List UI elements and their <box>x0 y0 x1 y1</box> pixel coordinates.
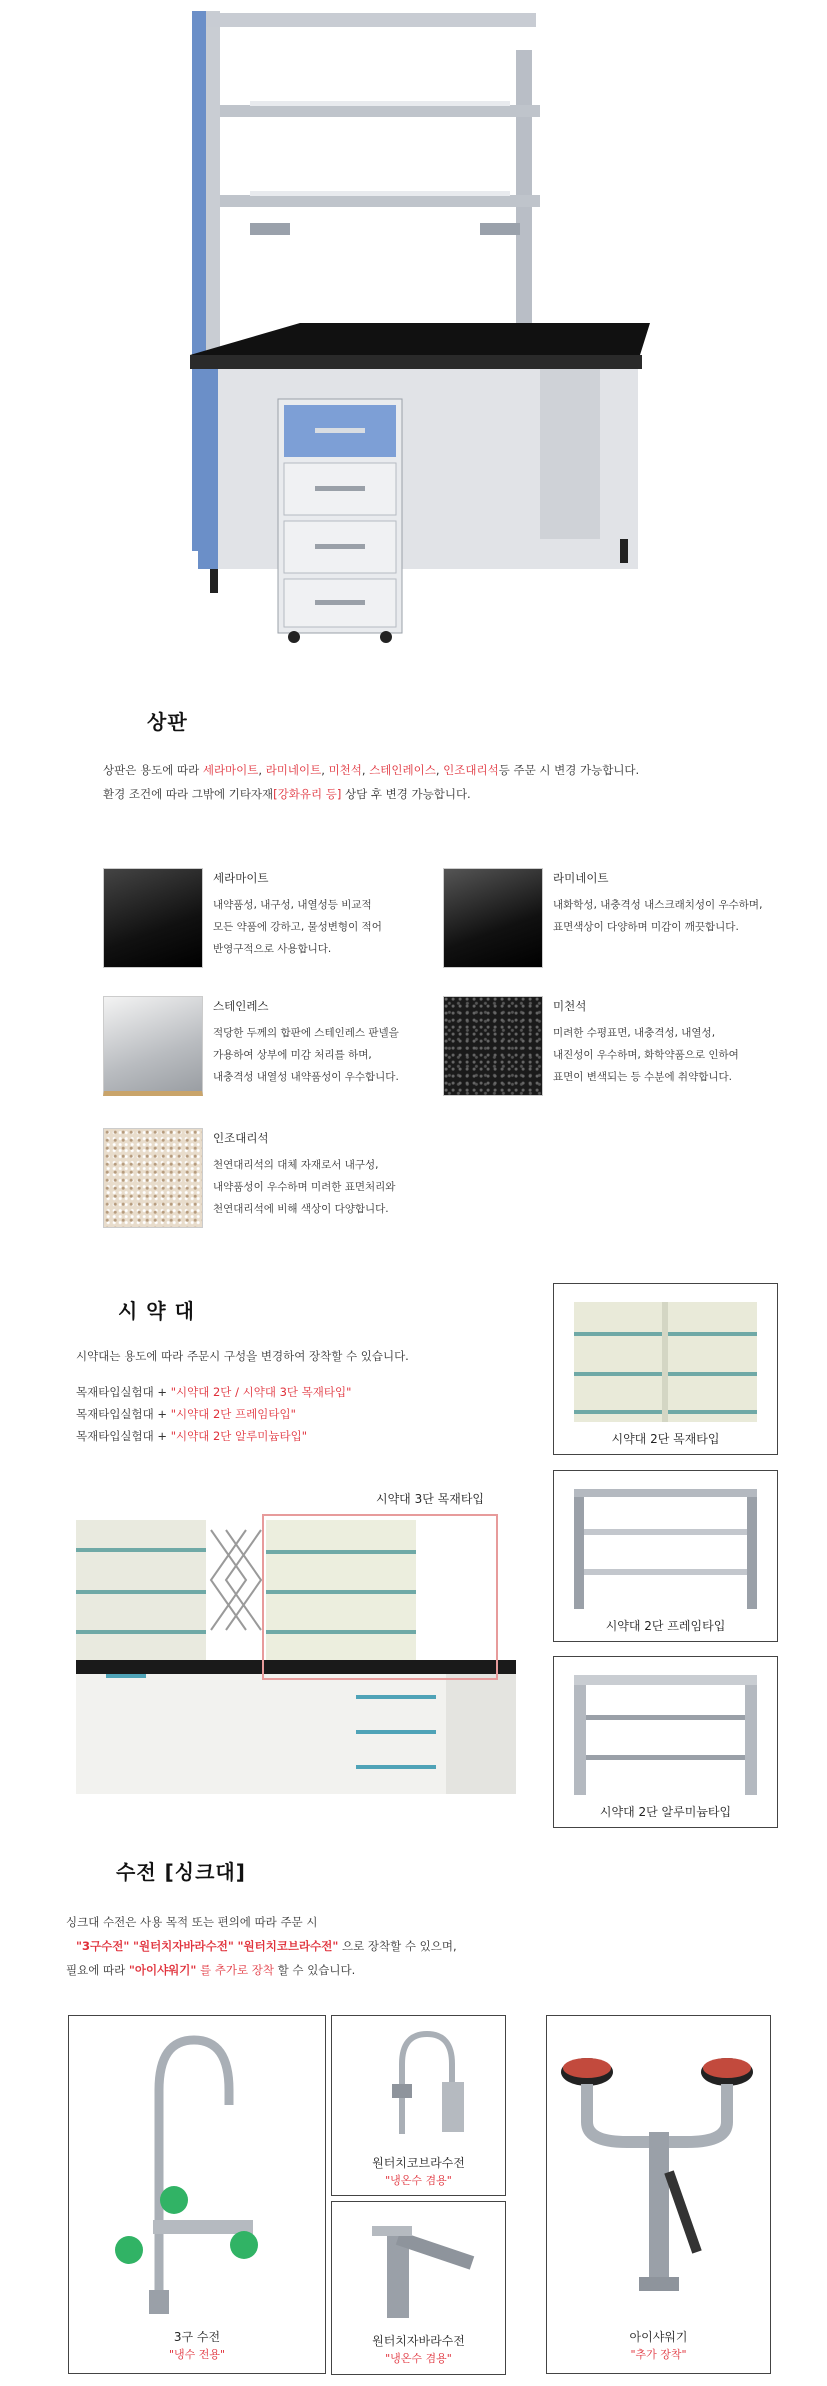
product-3way-faucet <box>68 2015 326 2374</box>
product-note: "냉온수 겸용" <box>385 2174 452 2187</box>
section-title-reagent-shelf: 시 약 대 <box>118 1299 195 1323</box>
material-desc: 반영구적으로 사용합니다. <box>213 943 332 955</box>
product-name: 원터치코브라수전 <box>372 2156 465 2170</box>
material-epoxy <box>553 998 739 1088</box>
lab-bench-image <box>180 5 660 645</box>
shelf-3tier-label: 시약대 3단 목재타입 <box>376 1492 485 1506</box>
product-note: "냉수 전용" <box>168 2348 226 2361</box>
shelf-type-caption: 시약대 2단 프레임타입 <box>605 1619 726 1633</box>
material-laminate <box>553 870 762 938</box>
material-stainless <box>213 998 399 1088</box>
faucet-line-1: 싱크대 수전은 사용 목적 또는 편의에 따라 주문 시 <box>66 1915 318 1929</box>
material-desc: 내충격성 내열성 내약품성이 우수합니다. <box>213 1071 399 1083</box>
material-desc: 내화학성, 내충격성 내스크래치성이 우수하며, <box>553 899 763 911</box>
material-desc: 가용하여 상부에 미감 처리를 하며, <box>213 1049 372 1061</box>
epoxy-swatch <box>443 996 543 1096</box>
shelf-type-frame <box>553 1470 778 1642</box>
material-desc: 모든 약품에 강하고, 물성변형이 적어 <box>213 921 382 933</box>
worktop-intro-line2: 환경 조건에 따라 그밖에 기타자재[강화유리 등] 상담 후 변경 가능합니다. <box>103 787 471 801</box>
material-desc: 표면색상이 다양하며 미감이 깨끗합니다. <box>553 921 739 933</box>
section-title-worktop: 상판 <box>147 710 188 734</box>
product-name: 원터치자바라수전 <box>372 2334 465 2348</box>
material-desc: 내약품성, 내구성, 내열성등 비교적 <box>213 899 372 911</box>
material-name: 라미네이트 <box>553 871 609 885</box>
shelf-type-aluminum <box>553 1656 778 1828</box>
shelf-type-caption: 시약대 2단 목재타입 <box>611 1432 720 1446</box>
artificial-marble-swatch <box>103 1128 203 1228</box>
ceramite-swatch <box>103 868 203 968</box>
material-name: 인조대리석 <box>213 1131 269 1145</box>
material-desc: 미려한 수평표면, 내충격성, 내열성, <box>553 1027 716 1039</box>
shelf-type-wood <box>553 1283 778 1455</box>
product-jabara-faucet <box>331 2201 506 2375</box>
material-desc: 천연대리석에 비해 색상이 다양합니다. <box>213 1203 389 1215</box>
shelf-line-1: 목재타입실험대 + "시약대 2단 / 시약대 3단 목재타입" <box>76 1385 352 1399</box>
faucet-line-2: "3구수전" "원터치자바라수전" "원터치코브라수전" 으로 장착할 수 있으며, <box>76 1939 457 1953</box>
shelf-intro: 시약대는 용도에 따라 주문시 구성을 변경하여 장착할 수 있습니다. <box>76 1349 409 1363</box>
material-name: 미천석 <box>553 999 587 1013</box>
material-artificial-marble <box>213 1130 395 1220</box>
material-ceramite <box>213 870 382 960</box>
material-desc: 내진성이 우수하며, 화학약품으로 인하여 <box>553 1049 739 1061</box>
stainless-swatch <box>103 996 203 1096</box>
shelf-3tier-highlight-box <box>262 1514 498 1680</box>
product-eye-shower <box>546 2015 771 2374</box>
product-name: 아이샤워기 <box>629 2330 688 2344</box>
material-desc: 적당한 두께의 합판에 스테인레스 판넬을 <box>213 1027 399 1039</box>
product-note: "추가 장착" <box>630 2348 687 2361</box>
material-desc: 천연대리석의 대체 자재로서 내구성, <box>213 1159 379 1171</box>
shelf-line-3: 목재타입실험대 + "시약대 2단 알루미늄타입" <box>76 1429 308 1443</box>
shelf-line-2: 목재타입실험대 + "시약대 2단 프레임타입" <box>76 1407 296 1421</box>
material-name: 세라마이트 <box>213 871 269 885</box>
product-cobra-faucet <box>331 2015 506 2196</box>
faucet-line-3: 필요에 따라 "아이샤워기" 를 추가로 장착 할 수 있습니다. <box>66 1963 356 1977</box>
product-note: "냉온수 겸용" <box>385 2352 452 2365</box>
shelf-type-caption: 시약대 2단 알루미늄타입 <box>599 1805 732 1819</box>
worktop-intro-line1: 상판은 용도에 따라 세라마이트, 라미네이트, 미천석, 스테인레이스, 인조대리석등 주문 시 변경 가능합니다. <box>103 763 640 777</box>
material-name: 스테인레스 <box>213 999 269 1013</box>
laminate-swatch <box>443 868 543 968</box>
material-desc: 표면이 변색되는 등 수분에 취약합니다. <box>553 1071 732 1083</box>
section-title-faucet: 수전 [싱크대] <box>116 1860 246 1884</box>
material-desc: 내약품성이 우수하며 미려한 표면처리와 <box>213 1181 396 1193</box>
product-name: 3구 수전 <box>173 2330 221 2344</box>
